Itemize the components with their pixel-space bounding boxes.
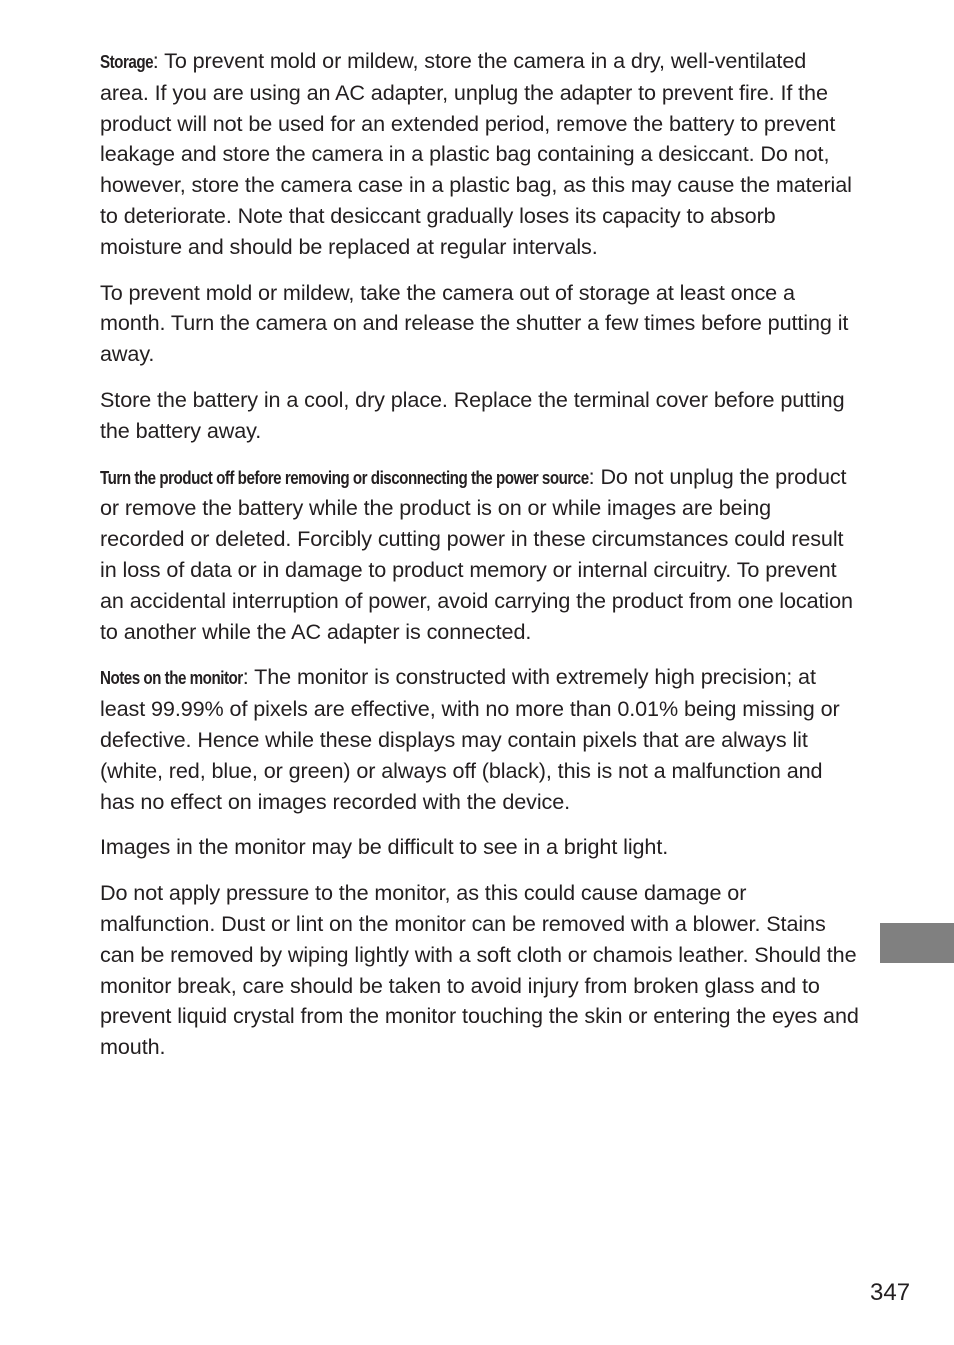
power-off-term: Turn the product off before removing or disconnecting the power source — [100, 466, 589, 488]
power-off-text: : Do not unplug the product or remove the battery while the product is on or while images are being recorded or deleted. Forcibly cutting power in these circumstances could result in loss of data or in damage to product memory or internal circuitry. To prevent an accidental interruption of power, avoid carrying the product from one location to another while the AC adapter is connected. — [100, 463, 853, 644]
bright-light-paragraph: Images in the monitor may be difficult to see in a bright light. — [100, 834, 669, 860]
pressure-paragraph: Do not apply pressure to the monitor, as this could cause damage or malfunction. Dust or lint on the monitor can be removed with a blower. Stains can be removed by wiping lightly with a soft cloth or chamois leather. Should the monitor break, care should be taken to avoid injury from broken glass and to prevent liquid crystal from the monitor touching the skin or entering the eyes and mouth. — [100, 880, 859, 1060]
monitor-notes-term: Notes on the monitor — [100, 667, 243, 689]
mold-monthly-paragraph: To prevent mold or mildew, take the camera out of storage at least once a month. Turn the camera on and release the shutter a few times before putting it away. — [100, 279, 849, 367]
power-off-paragraph — [100, 462, 860, 648]
monitor-notes-text: : The monitor is constructed with extremely high precision; at least 99.99% of pixels are effective, with no more than 0.01% being missing or defective. Hence while these displays may contain pixels that are always lit (white, red, blue, or green) or always off (black), this is not a malfunction and has no effect on images recorded with the device. — [100, 664, 840, 814]
monitor-notes-paragraph — [100, 662, 860, 817]
page-number: 347 — [870, 1279, 911, 1306]
battery-store-paragraph: Store the battery in a cool, dry place. Replace the terminal cover before putting the battery away. — [100, 386, 845, 443]
section-tab-marker — [880, 923, 954, 963]
page-content — [100, 46, 860, 1078]
storage-paragraph — [100, 46, 860, 263]
storage-term: Storage — [100, 51, 154, 72]
storage-text: : To prevent mold or mildew, store the camera in a dry, well-ventilated area. If you are using an AC adapter, unplug the adapter to prevent fire. If the product will not be used for an extended period, remove the battery to prevent leakage and store the camera in a plastic bag containing a desiccant. Do not, however, store the camera case in a plastic bag, as this may cause the material to deteriorate. Note that desiccant gradually loses its capacity to absorb moisture and should be replaced at regular intervals. — [100, 48, 852, 259]
